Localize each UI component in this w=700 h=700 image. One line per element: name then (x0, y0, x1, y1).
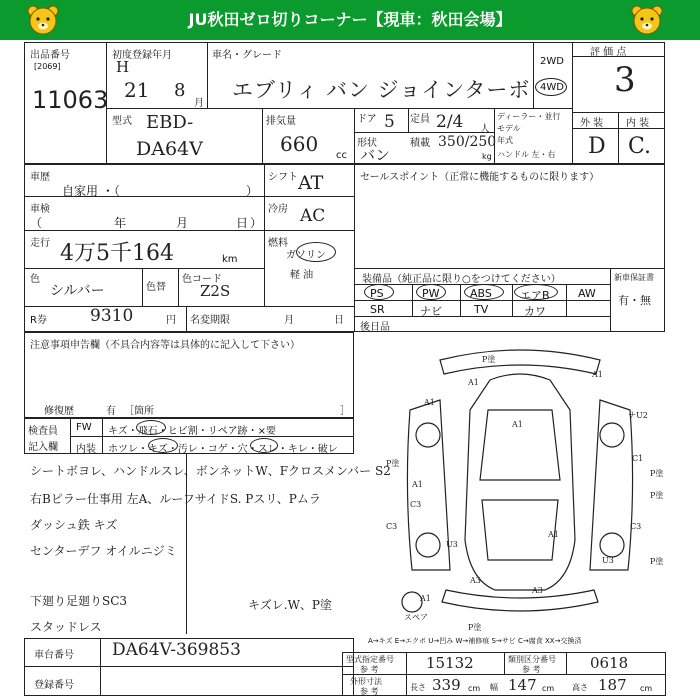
len-value: 339 (432, 676, 461, 694)
note-line5: 下廻り足廻りSC3 (30, 594, 128, 608)
color-label: 色 (30, 274, 40, 285)
ac-value: AC (300, 206, 326, 226)
first-reg-month-unit: 月 (194, 98, 204, 109)
equip-abs-circle (464, 284, 504, 300)
shift-value: AT (298, 172, 324, 194)
paint-label: 色替 (146, 282, 166, 293)
equip-ps: PS (370, 287, 384, 300)
drive-4wd: 4WD (540, 82, 564, 93)
type-value: 15132 (426, 654, 474, 672)
equip-airbag: エアB (520, 289, 550, 302)
note-line3: ダッシュ鉄 キズ (30, 518, 118, 532)
first-reg-month: 8 (174, 80, 186, 101)
equip-airbag-circle (514, 284, 558, 300)
size-label: 外形寸法 (350, 677, 382, 686)
recycle-label: 新車保証書 (614, 273, 654, 282)
inspector-label2: 記入欄 (28, 442, 58, 453)
mark-16: P塗 (650, 557, 664, 566)
mark-21: A1 (412, 480, 423, 489)
first-reg-year: 21 (124, 78, 150, 102)
size-sub: 参 考 (360, 687, 379, 696)
note-line7: スタッドレス (30, 620, 102, 634)
model-prefix: EBD- (146, 112, 194, 133)
equip-pw: PW (422, 287, 440, 300)
tax-label: R券 (30, 315, 47, 326)
equip-navi: ナビ (420, 305, 442, 318)
mark-3: ナU2 (628, 411, 648, 420)
inspection-year: 年 (114, 216, 127, 230)
shift-label: シフト (268, 172, 298, 183)
type-sub: 参 考 (360, 665, 379, 674)
inspection-day: 日 (236, 216, 249, 230)
len-unit: cm (468, 684, 481, 693)
load-unit: kg (482, 152, 492, 161)
mark-15: A1 (420, 594, 431, 603)
ac-label: 冷房 (268, 204, 288, 215)
inspector-interior: 内装 (76, 444, 96, 455)
mascot-bear-right-icon (630, 3, 664, 37)
first-reg-label: 初度登録年月 (112, 50, 172, 61)
mark-6: C3 (410, 500, 422, 509)
repair-label: 修復歴 (44, 406, 74, 417)
dealer-l1: ディーラー・並行 (497, 112, 561, 121)
recycle-value: 有・無 (618, 294, 651, 307)
mark-10: C3 (386, 522, 398, 531)
inspection-label: 車検 (30, 204, 50, 215)
mark-18: P塗 (650, 491, 664, 500)
history-close: ） (246, 184, 259, 198)
shape-label: 形状 (357, 138, 377, 149)
mark-17: C1 (632, 454, 644, 463)
mileage-value: 4万5千164 (60, 241, 174, 266)
repair-close: ］ (340, 406, 350, 417)
flying-stone-circle (136, 420, 166, 435)
score-value: 3 (614, 60, 636, 100)
aftermarket-label: 後日品 (360, 322, 390, 333)
inspection-open: （ (30, 216, 43, 230)
dealer-l4: ハンドル 左・右 (497, 150, 556, 159)
mark-19: A1 (548, 530, 559, 539)
sales-label: セールスポイント（正常に機能するものに限ります） (360, 172, 600, 183)
fuel-label: 燃料 (268, 238, 288, 249)
mark-12: A3 (532, 586, 543, 595)
note-line6: キズレ.W、P塗 (248, 598, 332, 612)
scuff-circle (250, 438, 278, 453)
inspector-label1: 検査員 (28, 426, 58, 437)
note-line4: センターデフ オイルニジミ (30, 544, 177, 558)
fuel-diesel: 軽 油 (290, 270, 314, 281)
model-label: 型式 (112, 116, 132, 127)
mark-1: A1 (592, 370, 603, 379)
equipment-label: 装備品（純正品に限り○をつけてください） (362, 274, 561, 285)
fuel-gas-circle (296, 242, 336, 262)
lot-label: 出品番号 (30, 50, 70, 61)
equip-abs: ABS (470, 287, 492, 300)
first-reg-era: H (116, 58, 130, 76)
chassis-label: 車台番号 (34, 650, 74, 661)
lot-sub: [2069] (34, 62, 61, 71)
mark-4: A1 (512, 420, 523, 429)
height-label: 高さ (572, 683, 588, 692)
reg-deadline-day: 日 (334, 315, 344, 326)
mark-14: P塗 (468, 623, 482, 632)
inspection-month: 月 (176, 216, 189, 230)
capacity-value: 2/4 (436, 112, 464, 132)
int-value: C. (628, 134, 652, 159)
equip-tv: TV (474, 303, 489, 316)
note-line1: シートボヨレ、ハンドルスレ、ボンネットW、Fクロスメンバー S2 (30, 464, 391, 478)
registration-label: 登録番号 (34, 680, 74, 691)
ext-label: 外 装 (580, 118, 604, 129)
inspection-close: ） (250, 216, 263, 230)
shape-value: バン (360, 146, 391, 164)
tax-value: 9310 (90, 306, 134, 326)
reg-deadline-month: 月 (284, 315, 294, 326)
int-label: 内 装 (626, 118, 650, 129)
height-value: 187 (598, 676, 627, 694)
doors-value: 5 (384, 112, 395, 132)
doors-label: ドア (357, 114, 377, 125)
mark-0: P塗 (482, 355, 496, 364)
notes-label: 注意事項申告欄（不具合内容等は具体的に記入して下さい） (30, 340, 300, 351)
dealer-l3: 年式 (497, 136, 513, 145)
load-label: 積載 (410, 138, 430, 149)
color-code-value: Z2S (200, 282, 231, 300)
reg-deadline-label: 名変期限 (190, 315, 230, 326)
car-name: エブリィ バン ジョインターボ (232, 78, 531, 102)
dealer-l2: モデル (497, 124, 521, 133)
width-value: 147 (508, 676, 537, 694)
mascot-bear-left-icon (26, 3, 60, 37)
disp-value: 660 (280, 132, 319, 156)
mark-5: A1 (424, 398, 435, 407)
mark-9: U3 (446, 540, 458, 549)
capacity-unit: 人 (480, 124, 490, 135)
model-code: DA64V (136, 138, 203, 160)
drive-4wd-circle (535, 78, 567, 96)
mark-7: P塗 (386, 459, 400, 468)
height-unit: cm (640, 684, 653, 693)
mark-20: C3 (630, 522, 642, 531)
history-label: 車歴 (30, 172, 50, 183)
spare-label: スペア (404, 613, 428, 622)
class-sub: 参 考 (522, 665, 541, 674)
note-line2: 右Bピラー仕事用 左A、ルーフサイドS. Pスリ、Pムラ (30, 492, 321, 506)
inspector-fw: FW (76, 422, 92, 433)
load-value: 350/250 (438, 134, 497, 150)
width-unit: cm (542, 684, 555, 693)
color-code-label: 色コード (182, 274, 222, 285)
type-label: 型式指定番号 (346, 655, 394, 664)
mark-11: U3 (602, 556, 614, 565)
mileage-label: 走行 (30, 238, 50, 249)
equip-leather: カワ (524, 305, 546, 318)
equip-aw: AW (578, 287, 596, 300)
stain-circle (148, 438, 178, 453)
car-name-label: 車名・グレード (212, 50, 282, 61)
class-label: 類別区分番号 (508, 655, 556, 664)
mark-13: A3 (470, 576, 481, 585)
header-title: JU秋田ゼロ切りコーナー【現車：秋田会場】 (188, 10, 512, 29)
width-label: 幅 (490, 683, 498, 692)
equip-sr: SR (370, 303, 385, 316)
drive-2wd: 2WD (540, 56, 564, 67)
score-label: 評 価 点 (590, 47, 627, 58)
history-value: 自家用 ・（ (62, 184, 120, 198)
chassis-value: DA64V-369853 (112, 640, 241, 660)
capacity-label: 定員 (410, 114, 430, 125)
equip-pw-circle (416, 284, 446, 300)
disp-unit: cc (336, 150, 347, 161)
mark-2: A1 (468, 378, 479, 387)
ext-value: D (588, 134, 606, 159)
repair-part: ［箇所 (124, 406, 154, 417)
lot-number: 11063 (32, 86, 109, 114)
mark-8: P塗 (650, 469, 664, 478)
equip-ps-circle (364, 284, 394, 300)
repair-value: 有 (106, 406, 116, 417)
inspector-row1: キズ・飛石・ヒビ割・リペア跡・×要 (108, 426, 276, 437)
disp-label: 排気量 (266, 116, 296, 127)
damage-legend: A→キズ E→エクボ U→凹み W→補修痕 S→サビ C→腐食 XX→交換済 (368, 637, 582, 645)
class-value: 0618 (590, 654, 629, 672)
mileage-unit: km (222, 254, 238, 265)
len-label: 長さ (410, 683, 426, 692)
inspector-row2: ホツレ・キズ・汚レ・コゲ・穴・スレ・キレ・破レ (108, 444, 338, 455)
fuel-gas: ガソリン (286, 250, 326, 261)
color-value: シルバー (50, 283, 105, 299)
tax-unit: 円 (166, 315, 176, 326)
